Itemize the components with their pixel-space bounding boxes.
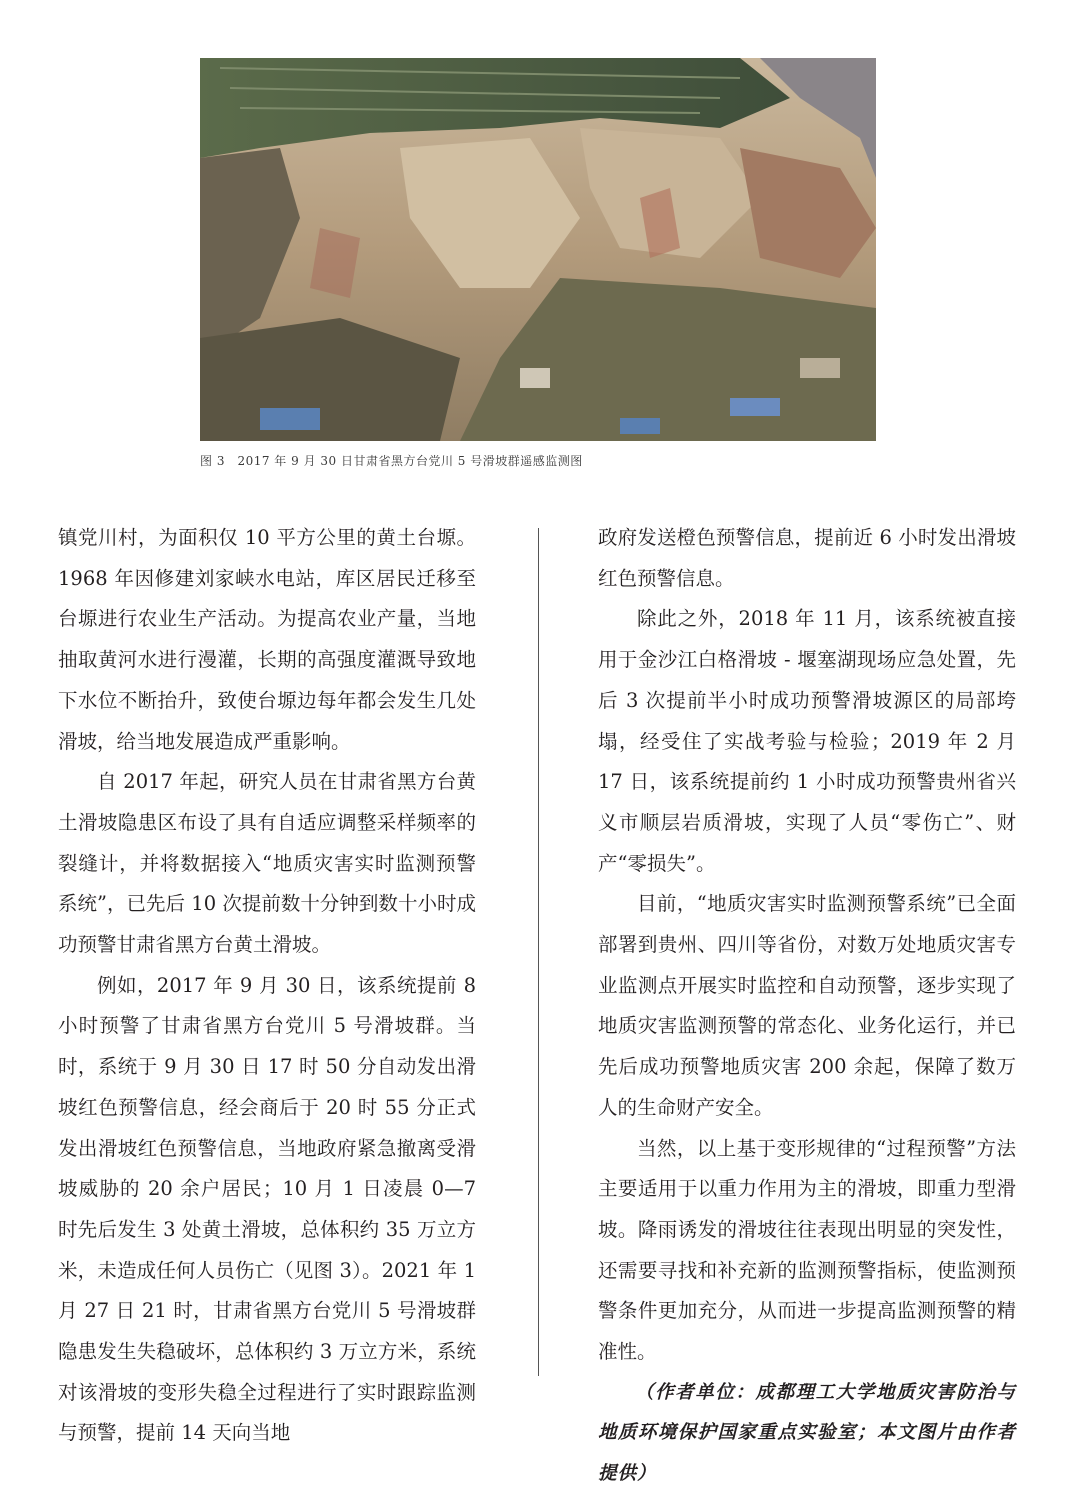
paragraph: 自 2017 年起，研究人员在甘肃省黑方台黄土滑坡隐患区布设了具有自适应调整采样频率的裂缝计，并将数据接入“地质灾害实时监测预警系统”，已先后 10 次提前数十分钟到数十小时成功预警甘肃省黑方台黄土滑坡。 — [58, 770, 476, 957]
author-affiliation: （作者单位：成都理工大学地质灾害防治与地质环境保护国家重点实验室；本文图片由作者提供） — [598, 1381, 1016, 1485]
paragraph: 例如，2017 年 9 月 30 日，该系统提前 8 小时预警了甘肃省黑方台党川 5 号滑坡群。当时，系统于 9 月 30 日 17 时 50 分自动发出滑坡红色预警信息，经会商后于 20 时 55 分正式发出滑坡红色预警信息，当地政府紧急撤离受滑坡威胁的 20 余户居民；10 月 1 日凌晨 0—7 时先后发生 3 处黄土滑坡，总体积约 35 万立方米，未造成任何人员伤亡（见图 3）。2021 年 1 月 27 日 21 时，甘肃省黑方台党川 5 号滑坡群隐患发生失稳破坏，总体积约 3 万立方米，系统对该滑坡的变形失稳全过程进行了实时跟踪监测与预警，提前 14 天向当地 — [58, 973, 476, 1445]
figure-caption: 图 3 2017 年 9 月 30 日甘肃省黑方台党川 5 号滑坡群遥感监测图 — [200, 454, 583, 468]
paragraph: 镇党川村，为面积仅 10 平方公里的黄土台塬。1968 年因修建刘家峡水电站，库区居民迁移至台塬进行农业生产活动。为提高农业产量，当地抽取黄河水进行漫灌，长期的高强度灌溉导致地下水位不断抬升，致使台塬边每年都会发生几处滑坡，给当地发展造成严重影响。 — [58, 526, 476, 753]
paragraph: 政府发送橙色预警信息，提前近 6 小时发出滑坡红色预警信息。 — [598, 526, 1016, 590]
paragraph: 目前，“地质灾害实时监测预警系统”已全面部署到贵州、四川等省份，对数万处地质灾害专业监测点开展实时监控和自动预警，逐步实现了地质灾害监测预警的常态化、业务化运行，并已先后成功预警地质灾害 200 余起，保障了数万人的生命财产安全。 — [598, 892, 1016, 1119]
left-column — [58, 518, 476, 1454]
paragraph: 当然，以上基于变形规律的“过程预警”方法主要适用于以重力作用为主的滑坡，即重力型滑坡。降雨诱发的滑坡往往表现出明显的突发性，还需要寻找和补充新的监测预警指标，使监测预警条件更加充分，从而进一步提高监测预警的精准性。 — [598, 1136, 1016, 1364]
landslide-remote-sensing-image — [200, 58, 876, 441]
right-column — [598, 518, 1016, 1495]
paragraph: 除此之外，2018 年 11 月，该系统被直接用于金沙江白格滑坡 - 堰塞湖现场应急处置，先后 3 次提前半小时成功预警滑坡源区的局部垮塌，经受住了实战考验与检验；2019 年 2 月 17 日，该系统提前约 1 小时成功预警贵州省兴义市顺层岩质滑坡，实现了人员“零伤亡”、财产“零损失”。 — [598, 607, 1016, 875]
column-divider — [538, 528, 539, 1376]
